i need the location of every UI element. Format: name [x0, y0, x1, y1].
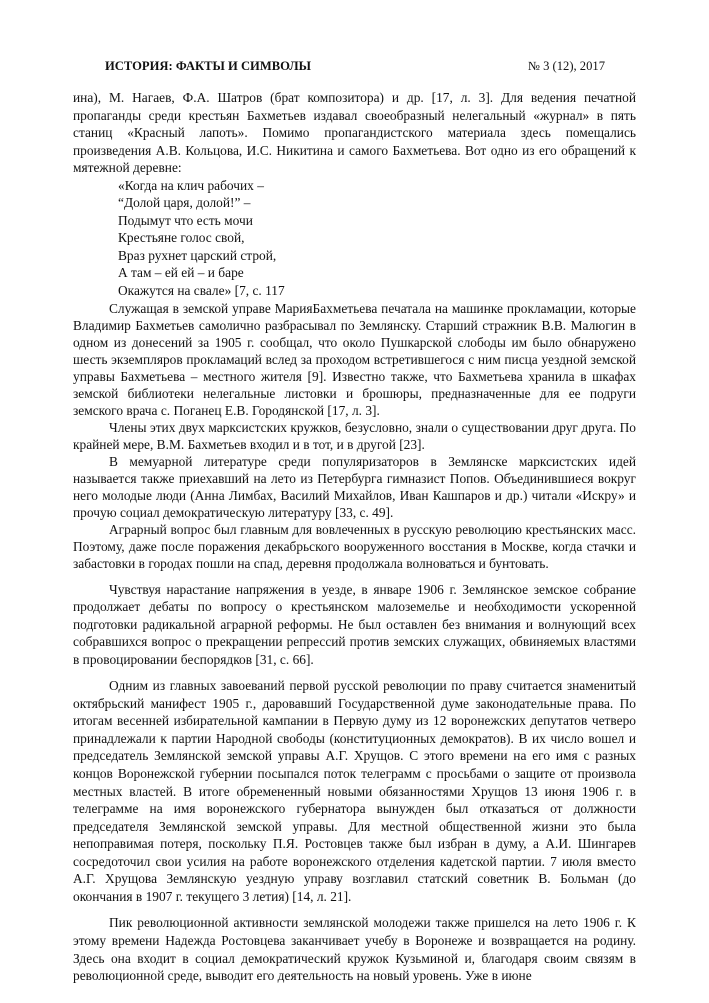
- paragraph: В мемуарной литературе среди популяризаторов в Землянске марксистских идей называется также приехавший на лето из Петербурга гимназист Попов. Объединившиеся вокруг него молодые люди (Анна Лимбах, Василий Михайлов, Иван Кашпаров и др.) читали «Искру» и прочую социал демократическую литературу [33, с. 49].: [73, 453, 636, 520]
- issue-number: № 3 (12), 2017: [527, 59, 605, 73]
- paragraph: Пик революционной активности землянской молодежи также пришелся на лето 1906 г. К этому времени Надежда Ростовцева заканчивает учебу в Воронеже и возвращается на родину. Здесь она входит в социал демократический кружок Кузьминой и, благодаря своим связям в революционной среде, выводит его деятельность на новый уровень. Уже в июне: [73, 915, 636, 984]
- running-header: [105, 59, 605, 74]
- paragraph: ина), М. Нагаев, Ф.А. Шатров (брат композитора) и др. [17, л. 3]. Для ведения печатной пропаганды среди крестьян Бахметьев издавал своеобразный нелегальный «журнал» в пять станиц «Красный лапоть». Помимо пропагандистского материала здесь помещались произведения А.В. Кольцова, И.С. Никитина и самого Бахметьева. Вот одно из его обращений к мятежной деревне:: [73, 90, 636, 176]
- verse-line: Окажутся на свале» [7, с. 117: [118, 283, 285, 299]
- verse-line: Враз рухнет царский строй,: [118, 247, 277, 263]
- paragraph: Аграрный вопрос был главным для вовлеченных в русскую революцию крестьянских масс. Поэтому, даже после поражения декабрьского вооруженного восстания в Москве, когда стачки и забастовки в городах пошли на спад, деревня продолжала волноваться и бунтовать.: [73, 521, 636, 571]
- verse-quote: [118, 177, 636, 300]
- verse-line: “Долой царя, долой!” –: [118, 195, 251, 211]
- article-body: [73, 89, 636, 985]
- verse-line: А там – ей ей – и баре: [118, 265, 244, 281]
- paragraph: Одним из главных завоеваний первой русской революции по праву считается знаменитый октябрьский манифест 1905 г., даровавший Государственной думе законодательные права. По итогам весенней избирательной кампании в Первую думу из 12 воронежских депутатов четверо принадлежали к партии Народной свободы (конституционных демократов). В их число вошел и председатель Землянской земской управы А.Г. Хрущов. С этого времени на его имя с разных концов Воронежской губернии посыпался поток телеграмм с просьбами о защите от произвола местных властей. В итоге обремененный новыми обязанностями Хрущов 13 июня 1906 г. в телеграмме на имя воронежского губернатора вынужден был отказаться от должности председателя Землянской земской управы. Для местной общественной жизни это была непоправимая потеря, поскольку П.Я. Ростовцев также был избран в думу, а А.И. Шингарев сосредоточил свои усилия на работе воронежского отделения кадетской партии. 7 июля вместо А.Г. Хрущова Землянскую уездную управу возглавил статский советник В. Больман (до окончания в 1907 г. текущего 3 летия) [14, л. 21].: [73, 678, 636, 904]
- verse-line: Подымут что есть мочи: [118, 212, 253, 228]
- verse-line: «Когда на клич рабочих –: [118, 177, 264, 193]
- paragraph: Служащая в земской управе МарияБахметьева печатала на машинке прокламации, которые Владимир Бахметьев самолично разбрасывал по Землянску. Старший стражник В.В. Малюгин в одном из донесений за 1905 г. сообщал, что около Пушкарской слободы им было обнаружено шесть экземпляров прокламаций вслед за проходом встретившегося с ним писца уездной земской управы Бахметьева – местного жителя [9]. Известно также, что Бахметьева хранила в шкафах земской библиотеки нелегальные листовки и брошюры, предназначенные для ее подруги земского врача с. Поганец Е.В. Городянской [17, л. 3].: [73, 300, 636, 418]
- journal-title: ИСТОРИЯ: ФАКТЫ И СИМВОЛЫ: [105, 59, 312, 73]
- paragraph: Чувствуя нарастание напряжения в уезде, в январе 1906 г. Землянское земское собрание продолжает дебаты по вопросу о крестьянском малоземелье и необходимости ускоренной подготовки радикальной аграрной реформы. Не был оставлен без внимания и волнующий всех собравшихся вопрос о прекращении репрессий против земских служащих, обвиняемых властями в провоцировании беспорядков [31, с. 66].: [73, 581, 636, 667]
- verse-line: Крестьяне голос свой,: [118, 230, 245, 246]
- paragraph: Члены этих двух марксистских кружков, безусловно, знали о существовании друг друга. По крайней мере, В.М. Бахметьев входил и в тот, и в другой [23].: [73, 419, 636, 452]
